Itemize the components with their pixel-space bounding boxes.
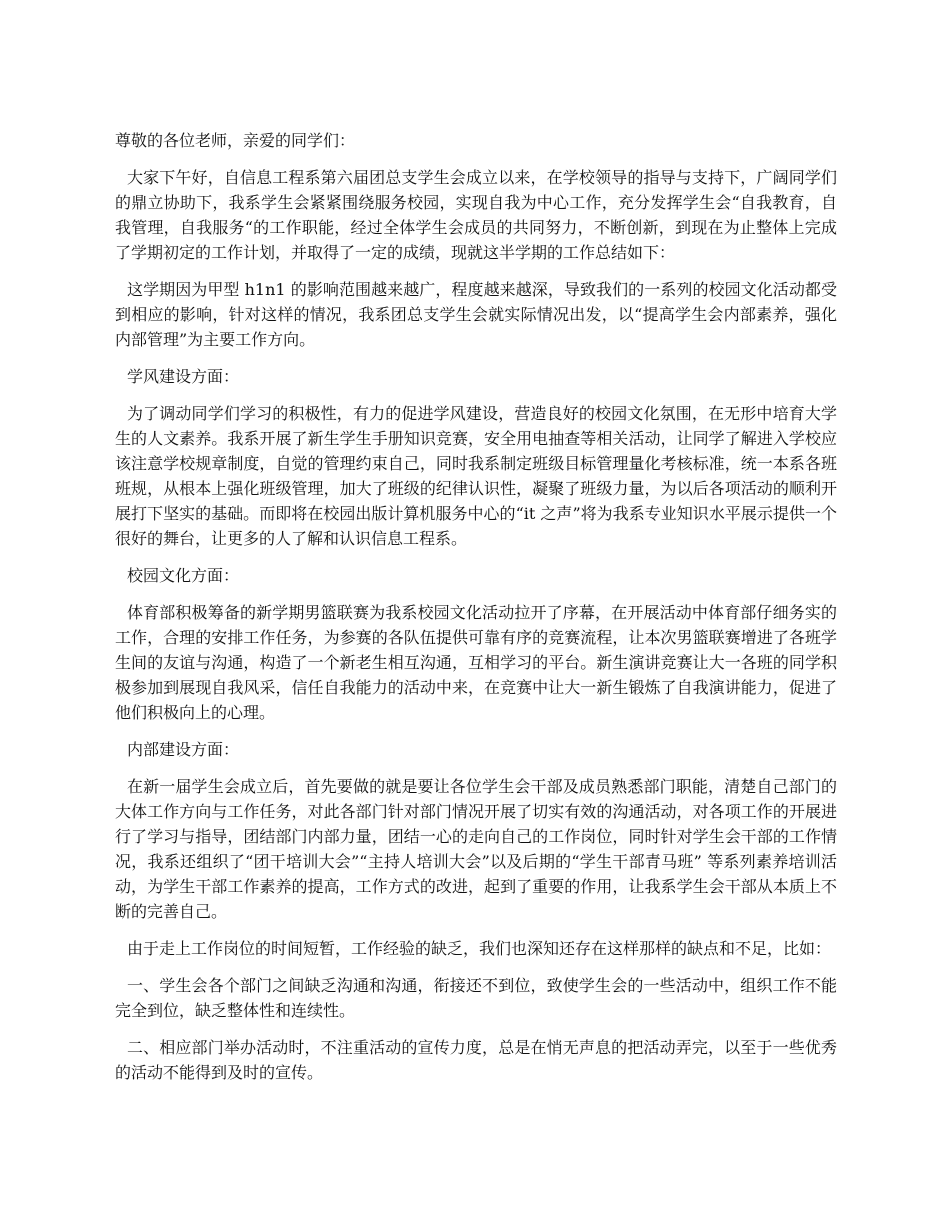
paragraph-shortcomings: 由于走上工作岗位的时间短暂，工作经验的缺乏，我们也深知还存在这样那样的缺点和不足，比如：	[127, 939, 832, 958]
section-heading-internal: 内部建设方面：	[127, 740, 240, 759]
paragraph-internal: 在新一届学生会成立后，首先要做的就是要让各位学生会干部及成员熟悉部门职能，清楚自己部门的大体工作方向与工作任务，对此各部门针对部门情况开展了切实有效的沟通活动，对各项工作的开展进行了学习与指导，团结部门内部力量，团结一心的走向自己的工作岗位，同时针对学生会干部的工作情况，我系还组织了“团干培训大会”“主持人培训大会”以及后期的“学生干部青马班” 等系列素养培训活动，为学生干部工作素养的提高，工作方式的改进，起到了重要的作用，让我系学生会干部从本质上不断的完善自己。	[115, 777, 837, 921]
paragraph-study-style: 为了调动同学们学习的积极性，有力的促进学风建设，营造良好的校园文化氛围，在无形中培育大学生的人文素养。我系开展了新生学生手册知识竞赛，安全用电抽查等相关活动，让同学了解进入学校应该注意学校规章制度，自觉的管理约束自己，同时我系制定班级目标管理量化考核标准，统一本系各班班规，从根本上强化班级管理，加大了班级的纪律认识性，凝聚了班级力量，为以后各项活动的顺利开展打下坚实的基础。而即将在校园出版计算机服务中心的“it 之声”将为我系专业知识水平展示提供一个很好的舞台，让更多的人了解和认识信息工程系。	[115, 404, 837, 548]
document-body	[115, 128, 837, 1097]
section-heading-study-style: 学风建设方面：	[127, 367, 240, 386]
paragraph-point-two: 二、相应部门举办活动时，不注重活动的宣传力度，总是在悄无声息的把活动弄完，以至于一些优秀的活动不能得到及时的宣传。	[115, 1038, 837, 1082]
section-heading-campus-culture: 校园文化方面：	[127, 566, 240, 585]
paragraph-intro: 大家下午好，自信息工程系第六届团总支学生会成立以来，在学校领导的指导与支持下，广阔同学们的鼎立协助下，我系学生会紧紧围绕服务校园，实现自我为中心工作，充分发挥学生会“自我教育，自我管理，自我服务“的工作职能，经过全体学生会成员的共同努力，不断创新，到现在为止整体上完成了学期初定的工作计划，并取得了一定的成绩，现就这半学期的工作总结如下：	[115, 168, 837, 262]
paragraph-campus-culture: 体育部积极筹备的新学期男篮联赛为我系校园文化活动拉开了序幕，在开展活动中体育部仔细务实的工作，合理的安排工作任务，为参赛的各队伍提供可靠有序的竞赛流程，让本次男篮联赛增进了各班学生间的友谊与沟通，构造了一个新老生相互沟通，互相学习的平台。新生演讲竞赛让大一各班的同学积极参加到展现自我风采，信任自我能力的活动中来，在竞赛中让大一新生锻炼了自我演讲能力，促进了他们积极向上的心理。	[115, 603, 837, 722]
paragraph-point-one: 一、学生会各个部门之间缺乏沟通和沟通，衔接还不到位，致使学生会的一些活动中，组织工作不能完全到位，缺乏整体性和连续性。	[115, 976, 837, 1020]
paragraph-h1n1: 这学期因为甲型 h1n1 的影响范围越来越广，程度越来越深，导致我们的一系列的校园文化活动都受到相应的影响，针对这样的情况，我系团总支学生会就实际情况出发，以“提高学生会内部素养，强化内部管理”为主要工作方向。	[115, 280, 837, 349]
greeting-line: 尊敬的各位老师，亲爱的同学们：	[115, 131, 356, 150]
